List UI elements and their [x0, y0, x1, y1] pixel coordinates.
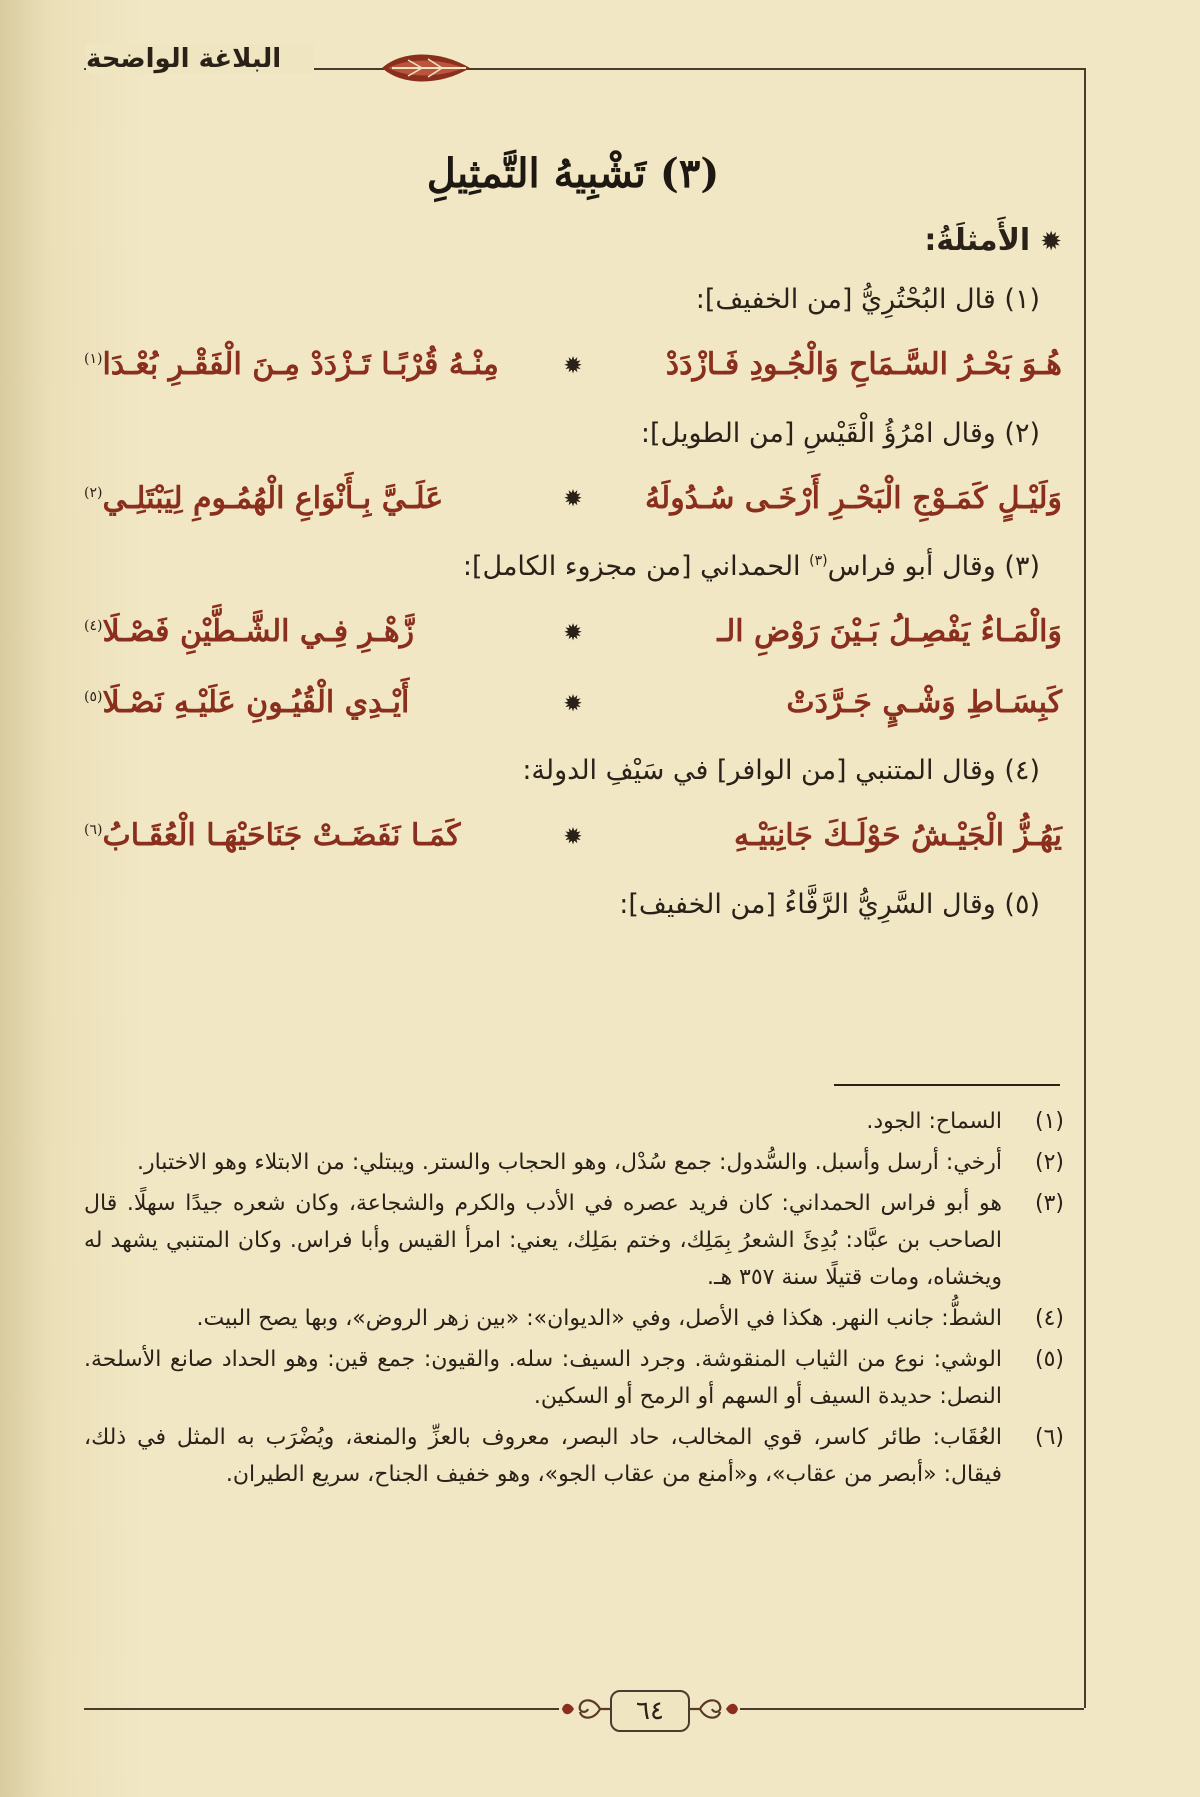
footnote-number: (٥): [1034, 1346, 1064, 1372]
verse-5-second-half-text: كَمَـا نَفَضَـتْ جَنَاحَيْهَـا الْعُقَـابُ: [102, 818, 461, 854]
verse-2-first-half: وَلَيْـلٍ كَمَـوْجِ الْبَحْـرِ أَرْخَـى سُـدُولَهُ: [644, 480, 1062, 516]
leaf-ornament-icon: [378, 46, 474, 90]
verse-1-first-half: هُـوَ بَحْـرُ السَّـمَاحِ وَالْجُـودِ فَـازْدَدْ: [665, 347, 1062, 383]
footnote-ref: (٤): [84, 618, 103, 635]
footnotes: [84, 1104, 1064, 1498]
verse-separator-icon: ✹: [564, 486, 582, 511]
verse-4-second-half: [84, 683, 551, 724]
footnote-3: [84, 1186, 1064, 1297]
footnote-1: [84, 1104, 1064, 1141]
footnote-5: [84, 1342, 1064, 1416]
section-title: (٣) تَشْبِيهُ التَّمثِيلِ: [426, 150, 720, 197]
footnote-text: العُقَاب: طائر كاسر، قوي المخالب، حاد البصر، معروف بالعزِّ والمنعة، ويُضْرَب به المثل في ذلك، فيقال: «أبصر من عقاب»، و«أمنع من عقاب الجو»، وهو خفيف الجناح، سريع الطيران.: [84, 1424, 1002, 1487]
footnote-ref: (٣): [809, 553, 828, 570]
footnote-text: أرخي: أرسل وأسبل. والسُّدول: جمع سُدْل، وهو الحجاب والستر. ويبتلي: من الابتلاء وهو الاختبار.: [136, 1149, 1002, 1175]
footnote-2: [84, 1145, 1064, 1182]
verse-3-first-half: وَالْمَـاءُ يَفْصِـلُ بَـيْنَ رَوْضِ الـ: [717, 614, 1062, 650]
footnote-ref: (١): [84, 351, 103, 368]
page-number: ٦٤: [610, 1690, 690, 1732]
footnote-ref: (٢): [84, 484, 103, 501]
verse-4: [84, 683, 1062, 724]
footnote-number: (٦): [1034, 1424, 1064, 1450]
verse-separator-icon: ✹: [564, 824, 582, 849]
footnote-number: (١): [1034, 1109, 1064, 1134]
frame-bottom-line: [740, 1708, 1084, 1710]
verse-4-first-half: كَبِسَـاطِ وَشْـيٍ جَـرَّدَتْ: [786, 684, 1062, 720]
verse-1-second-half-text: مِنْـهُ قُرْبًـا تَـزْدَدْ مِـنَ الْفَقْـرِ بُعْـدَا: [102, 347, 499, 383]
frame-bottom-left-line: [84, 1708, 559, 1710]
verse-1: [84, 345, 1062, 386]
example-2-intro: (٢) وقال امْرُؤُ الْقَيْسِ [من الطويل]:: [640, 417, 1040, 449]
verse-1-second-half: [84, 345, 551, 386]
footnote-separator: [834, 1084, 1060, 1086]
examples-label: الأَمثلَةُ:: [924, 223, 1031, 258]
verse-5: [84, 816, 1062, 857]
verse-4-second-half-text: أَيْـدِي الْقُيُـونِ عَلَيْـهِ نَصْـلَا: [102, 684, 410, 720]
verse-3-second-half-text: زَّهْـرِ فِـي الشَّـطَّيْنِ فَصْـلَا: [102, 614, 415, 650]
example-5-intro: (٥) وقال السَّرِيُّ الرَّفَّاءُ [من الخفيف]:: [619, 888, 1040, 920]
flower-icon: ✹: [1040, 227, 1062, 257]
book-title: البلاغة الواضحة: [86, 44, 314, 74]
footnote-text: السماح: الجود.: [866, 1109, 1002, 1134]
verse-5-second-half: [84, 816, 551, 857]
example-3-intro-end: الحمداني [من مجزوء الكامل]:: [462, 551, 810, 583]
scroll-ornament-icon: [688, 1690, 740, 1728]
verse-3-second-half: [84, 612, 551, 653]
verse-5-first-half: يَهُـزُّ الْجَيْـشُ حَوْلَـكَ جَانِبَيْـهِ: [733, 818, 1062, 854]
footnote-ref: (٥): [84, 688, 103, 705]
footnote-6: [84, 1420, 1064, 1494]
verse-2-second-half-text: عَلَـيَّ بِـأَنْوَاعِ الْهُمُـومِ لِيَبْتَلِـي: [102, 480, 444, 516]
footnote-4: [84, 1301, 1064, 1338]
footnote-number: (٢): [1034, 1149, 1064, 1175]
examples-heading: [84, 223, 1062, 258]
example-4-intro: (٤) وقال المتنبي [من الوافر] في سَيْفِ الدولة:: [522, 755, 1040, 787]
verse-3: [84, 612, 1062, 653]
footnote-number: (٤): [1034, 1305, 1064, 1331]
footnote-text: هو أبو فراس الحمداني: كان فريد عصره في الأدب والكرم والشجاعة، وكان شعره جيدًا سهلًا. قال الصاحب بن عبَّاد: بُدِئَ الشعرُ بِمَلِك، وختم بمَلِك، يعني: امرأ القيس وأبا فراس. وكان المتنبي يشهد له ويخشاه، ومات قتيلًا سنة ٣٥٧ هـ.: [84, 1190, 1002, 1290]
main-content: [84, 150, 1062, 950]
verse-separator-icon: ✹: [564, 620, 582, 645]
verse-2-second-half: [84, 479, 551, 520]
verse-separator-icon: ✹: [564, 352, 582, 377]
example-3-intro: [84, 549, 1040, 584]
footnote-text: الوشي: نوع من الثياب المنقوشة. وجرد السيف: سله. والقيون: جمع قين: وهو الحداد صانع الأسلحة. النصل: حديدة السيف أو السهم أو الرمح أو السكين.: [84, 1346, 1002, 1409]
scroll-ornament-icon: [560, 1690, 612, 1728]
footnote-text: الشطُّ: جانب النهر. هكذا في الأصل، وفي «الديوان»: «بين زهر الروض»، وبها يصح البيت.: [196, 1305, 1002, 1331]
example-1-intro: (١) قال البُحْتُرِيُّ [من الخفيف]:: [695, 284, 1040, 315]
footnote-number: (٣): [1034, 1190, 1064, 1216]
verse-2: [84, 479, 1062, 520]
example-3-intro-start: (٣) وقال أبو فراس: [827, 551, 1040, 583]
verse-separator-icon: ✹: [564, 690, 582, 715]
frame-right-line: [1084, 68, 1086, 1708]
footnote-ref: (٦): [84, 822, 103, 839]
